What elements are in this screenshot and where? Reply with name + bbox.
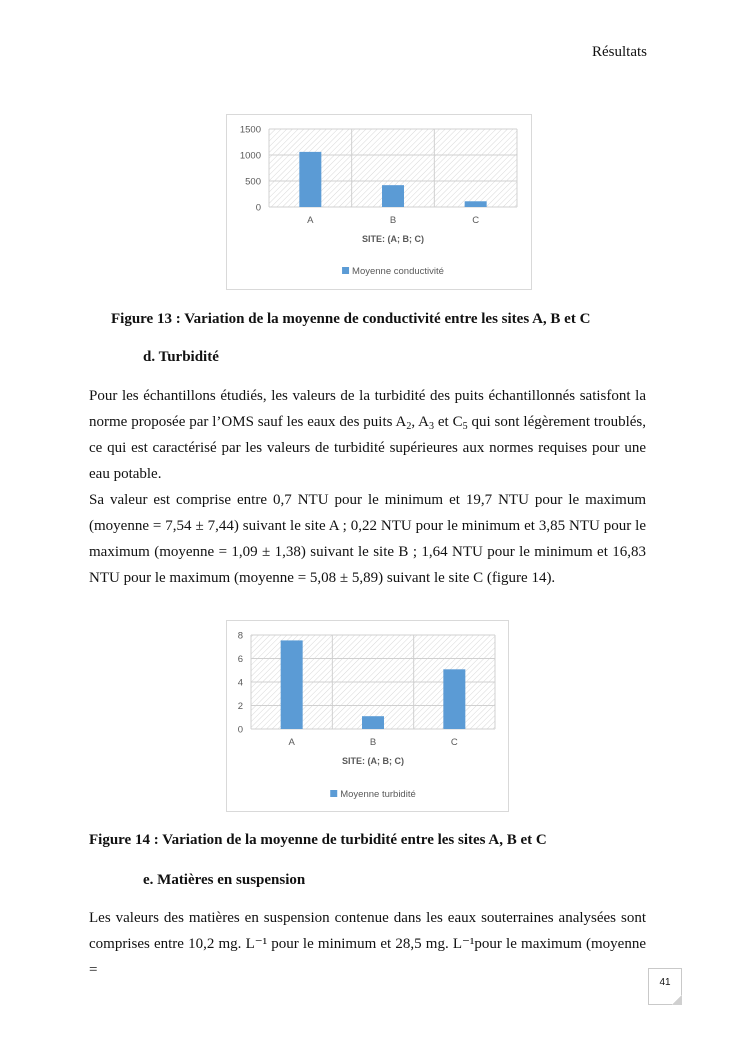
- bar-A: [281, 640, 303, 729]
- bar-B: [362, 716, 384, 729]
- page-number-text: 41: [659, 977, 671, 988]
- conductivity-chart-svg: [227, 115, 531, 289]
- legend-swatch: [330, 790, 337, 797]
- figure-14-caption: Figure 14 : Variation de la moyenne de turbidité entre les sites A, B et C: [89, 832, 547, 848]
- text-line: eau potable.: [89, 466, 162, 482]
- y-tick-label: 0: [255, 202, 261, 214]
- text-line: ce qui est caractérisé par les valeurs de turbidité supérieures aux normes requises pour une: [89, 440, 646, 456]
- turbidity-chart-svg: [227, 621, 508, 811]
- x-tick-label: B: [389, 215, 397, 226]
- y-tick-label: 1000: [239, 150, 261, 162]
- bar-B: [382, 185, 404, 207]
- x-tick-label: C: [450, 737, 458, 748]
- text-line: comprises entre 10,2 mg. L⁻¹ pour le minimum et 28,5 mg. L⁻¹pour le maximum (moyenne =: [89, 936, 646, 978]
- text-line: Pour les échantillons étudiés, les valeurs de la turbidité des puits échantillonnés satisfont la: [89, 388, 646, 404]
- y-tick-label: 1500: [239, 124, 261, 136]
- text-line: Sa valeur est comprise entre 0,7 NTU pour le minimum et 19,7 NTU pour le maximum: [89, 492, 646, 508]
- x-tick-label: C: [472, 215, 480, 226]
- legend-label: Moyenne turbidité: [340, 789, 416, 800]
- bar-A: [299, 152, 321, 207]
- x-tick-label: A: [288, 737, 295, 748]
- page-number: [648, 968, 682, 1005]
- bar-C: [443, 669, 465, 729]
- y-tick-label: 8: [237, 630, 243, 642]
- turbidity-chart: [226, 620, 509, 812]
- section-d-heading: d. Turbidité: [143, 349, 219, 365]
- y-tick-label: 2: [237, 701, 243, 712]
- x-tick-label: B: [369, 737, 377, 748]
- running-header: Résultats: [592, 44, 647, 60]
- x-axis-title: SITE: (A; B; C): [362, 234, 424, 244]
- y-tick-label: 6: [237, 654, 243, 665]
- turbidity-paragraph-1: [89, 383, 646, 591]
- text-line: maximum (moyenne = 1,09 ± 1,38) suivant le site B ; 1,64 NTU pour le minimum et 16,83: [89, 544, 646, 560]
- section-e-heading: e. Matières en suspension: [143, 872, 306, 888]
- conductivity-chart: [226, 114, 532, 290]
- text-line: norme proposée par l’OMS sauf les eaux des puits $A_2$, $A_3$ et $C_5$ qui sont légèrement troublés,: [89, 414, 646, 432]
- page-fold-corner: [672, 995, 682, 1005]
- x-axis-title: SITE: (A; B; C): [342, 756, 404, 766]
- text-line: (moyenne = 7,54 ± 7,44) suivant le site A ; 0,22 NTU pour le minimum et 3,85 NTU pour le: [89, 518, 646, 534]
- suspended-matter-paragraph: [89, 905, 646, 983]
- text-line: NTU pour le maximum (moyenne = 5,08 ± 5,89) suivant le site C (figure 14).: [89, 570, 556, 586]
- bar-C: [465, 201, 487, 207]
- y-tick-label: 4: [237, 677, 243, 689]
- figure-13-caption: Figure 13 : Variation de la moyenne de conductivité entre les sites A, B et C: [111, 311, 591, 327]
- x-tick-label: A: [307, 215, 314, 226]
- legend-swatch: [342, 267, 349, 274]
- legend-label: Moyenne conductivité: [352, 266, 444, 277]
- y-tick-label: 0: [237, 724, 243, 736]
- text-line: Les valeurs des matières en suspension contenue dans les eaux souterraines analysées sont: [89, 910, 646, 926]
- y-tick-label: 500: [245, 176, 261, 188]
